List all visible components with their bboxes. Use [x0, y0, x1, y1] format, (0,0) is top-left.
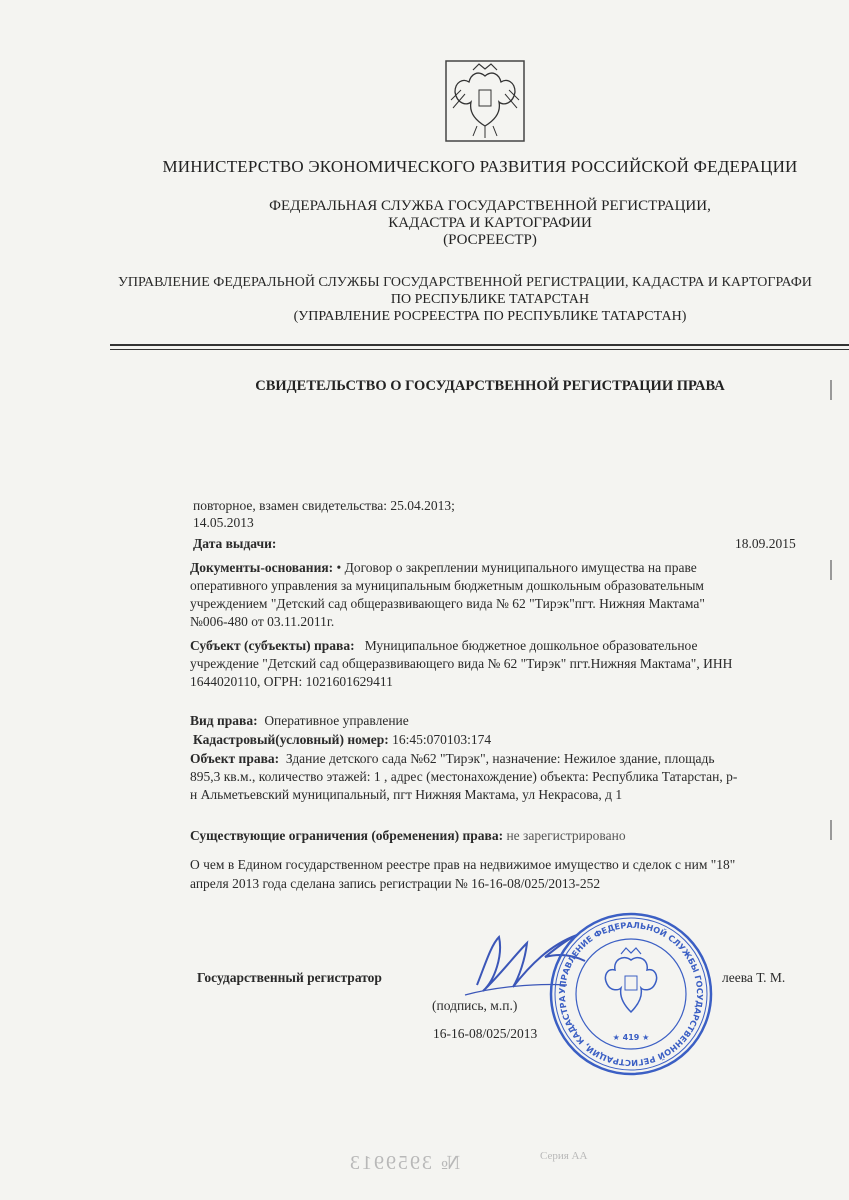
scan-mark: [830, 820, 832, 840]
header-rule-thin: [110, 349, 849, 350]
signature-caption: (подпись, м.п.): [432, 998, 518, 1013]
scan-mark: [830, 560, 832, 580]
subject-line-2: учреждение "Детский сад общеразвивающего вида № 62 "Тирэк" пгт.Нижняя Мактама", ИНН: [190, 656, 733, 671]
repeat-note-line-2: 14.05.2013: [193, 515, 254, 530]
stamp-outer-text: УПРАВЛЕНИЕ ФЕДЕРАЛЬНОЙ СЛУЖБЫ ГОСУДАРСТВЕННОЙ РЕГИСТРАЦИИ, КАДАСТРА: [556, 919, 706, 1069]
right-type-row: [190, 713, 409, 729]
office-line-2: ПО РЕСПУБЛИКЕ ТАТАРСТАН: [390, 292, 590, 307]
object-line-3: н Альметьевский муниципальный, пгт Нижняя Мактама, ул Некрасова, д 1: [190, 787, 623, 802]
header-rule-thick: [110, 344, 849, 346]
registration-number: 16-16-08/025/2013: [433, 1026, 538, 1041]
object-line-1: [190, 751, 715, 767]
documents-basis-line-3: учреждением "Детский сад общеразвивающего вида № 62 "Тирэк"пгт. Нижняя Мактама": [190, 596, 705, 611]
subject-text: Муниципальное бюджетное дошкольное образовательное: [364, 638, 698, 653]
restrictions-row: [190, 828, 626, 844]
certificate-title: СВИДЕТЕЛЬСТВО О ГОСУДАРСТВЕННОЙ РЕГИСТРАЦИИ ПРАВА: [255, 378, 725, 394]
documents-basis-text: • Договор о закреплении муниципального имущества на праве: [336, 560, 697, 575]
issue-date-label: Дата выдачи:: [193, 536, 277, 551]
object-line-2: 895,3 кв.м., количество этажей: 1 , адрес (местонахождение) объекта: Республика Татарстан, р-: [190, 769, 738, 784]
subject-line-1: [190, 638, 697, 654]
documents-basis-label: Документы-основания:: [190, 560, 334, 575]
office-line-3: (УПРАВЛЕНИЕ РОСРЕЕСТРА ПО РЕСПУБЛИКЕ ТАТАРСТАН): [293, 309, 687, 324]
right-type-value: Оперативное управление: [264, 713, 409, 728]
cadastral-value: 16:45:070103:174: [392, 732, 492, 747]
form-printer: Серия АА: [540, 1150, 588, 1162]
subject-line-3: 1644020110, ОГРН: 1021601629411: [190, 674, 393, 689]
official-stamp: [549, 912, 713, 1076]
subject-label: Субъект (субъекты) права:: [190, 638, 355, 653]
documents-basis-line-2: оперативного управления за муниципальным бюджетным дошкольным образовательным: [190, 578, 704, 593]
object-label: Объект права:: [190, 751, 280, 766]
record-line-2: апреля 2013 года сделана запись регистрации № 16-16-08/025/2013-252: [190, 876, 601, 891]
service-line-2: КАДАСТРА И КАРТОГРАФИИ: [388, 215, 592, 231]
cadastral-label: Кадастровый(условный) номер:: [193, 732, 389, 747]
restrictions-value: не зарегистрировано: [506, 828, 626, 843]
service-line-3: (РОСРЕЕСТР): [443, 232, 537, 248]
record-line-1: О чем в Едином государственном реестре прав на недвижимое имущество и сделок с ним "18": [190, 857, 736, 872]
form-number: № 3959913: [348, 1152, 461, 1174]
object-text: Здание детского сада №62 "Тирэк", назначение: Нежилое здание, площадь: [285, 751, 715, 766]
documents-basis-line-1: [190, 560, 697, 576]
svg-text:★ 419 ★: ★ 419 ★: [612, 1033, 650, 1042]
cadastral-row: [193, 732, 491, 748]
ministry-title: МИНИСТЕРСТВО ЭКОНОМИЧЕСКОГО РАЗВИТИЯ РОССИЙСКОЙ ФЕДЕРАЦИИ: [162, 157, 798, 176]
documents-basis-line-4: №006-480 от 03.11.2011г.: [190, 614, 335, 629]
issue-date-value: 18.09.2015: [735, 536, 796, 551]
registrar-label: Государственный регистратор: [197, 970, 382, 985]
restrictions-label: Существующие ограничения (обременения) права:: [190, 828, 504, 843]
repeat-note-line-1: повторное, взамен свидетельства: 25.04.2013;: [193, 498, 455, 513]
stamp-number: 419: [622, 1033, 640, 1042]
service-line-1: ФЕДЕРАЛЬНАЯ СЛУЖБА ГОСУДАРСТВЕННОЙ РЕГИСТРАЦИИ,: [269, 198, 711, 214]
coat-of-arms-emblem: [445, 60, 525, 142]
right-type-label: Вид права:: [190, 713, 258, 728]
registrar-name: леева Т. М.: [722, 970, 786, 985]
scan-mark: [830, 380, 832, 400]
office-line-1: УПРАВЛЕНИЕ ФЕДЕРАЛЬНОЙ СЛУЖБЫ ГОСУДАРСТВЕННОЙ РЕГИСТРАЦИИ, КАДАСТРА И КАРТОГРАФИ: [118, 275, 812, 290]
